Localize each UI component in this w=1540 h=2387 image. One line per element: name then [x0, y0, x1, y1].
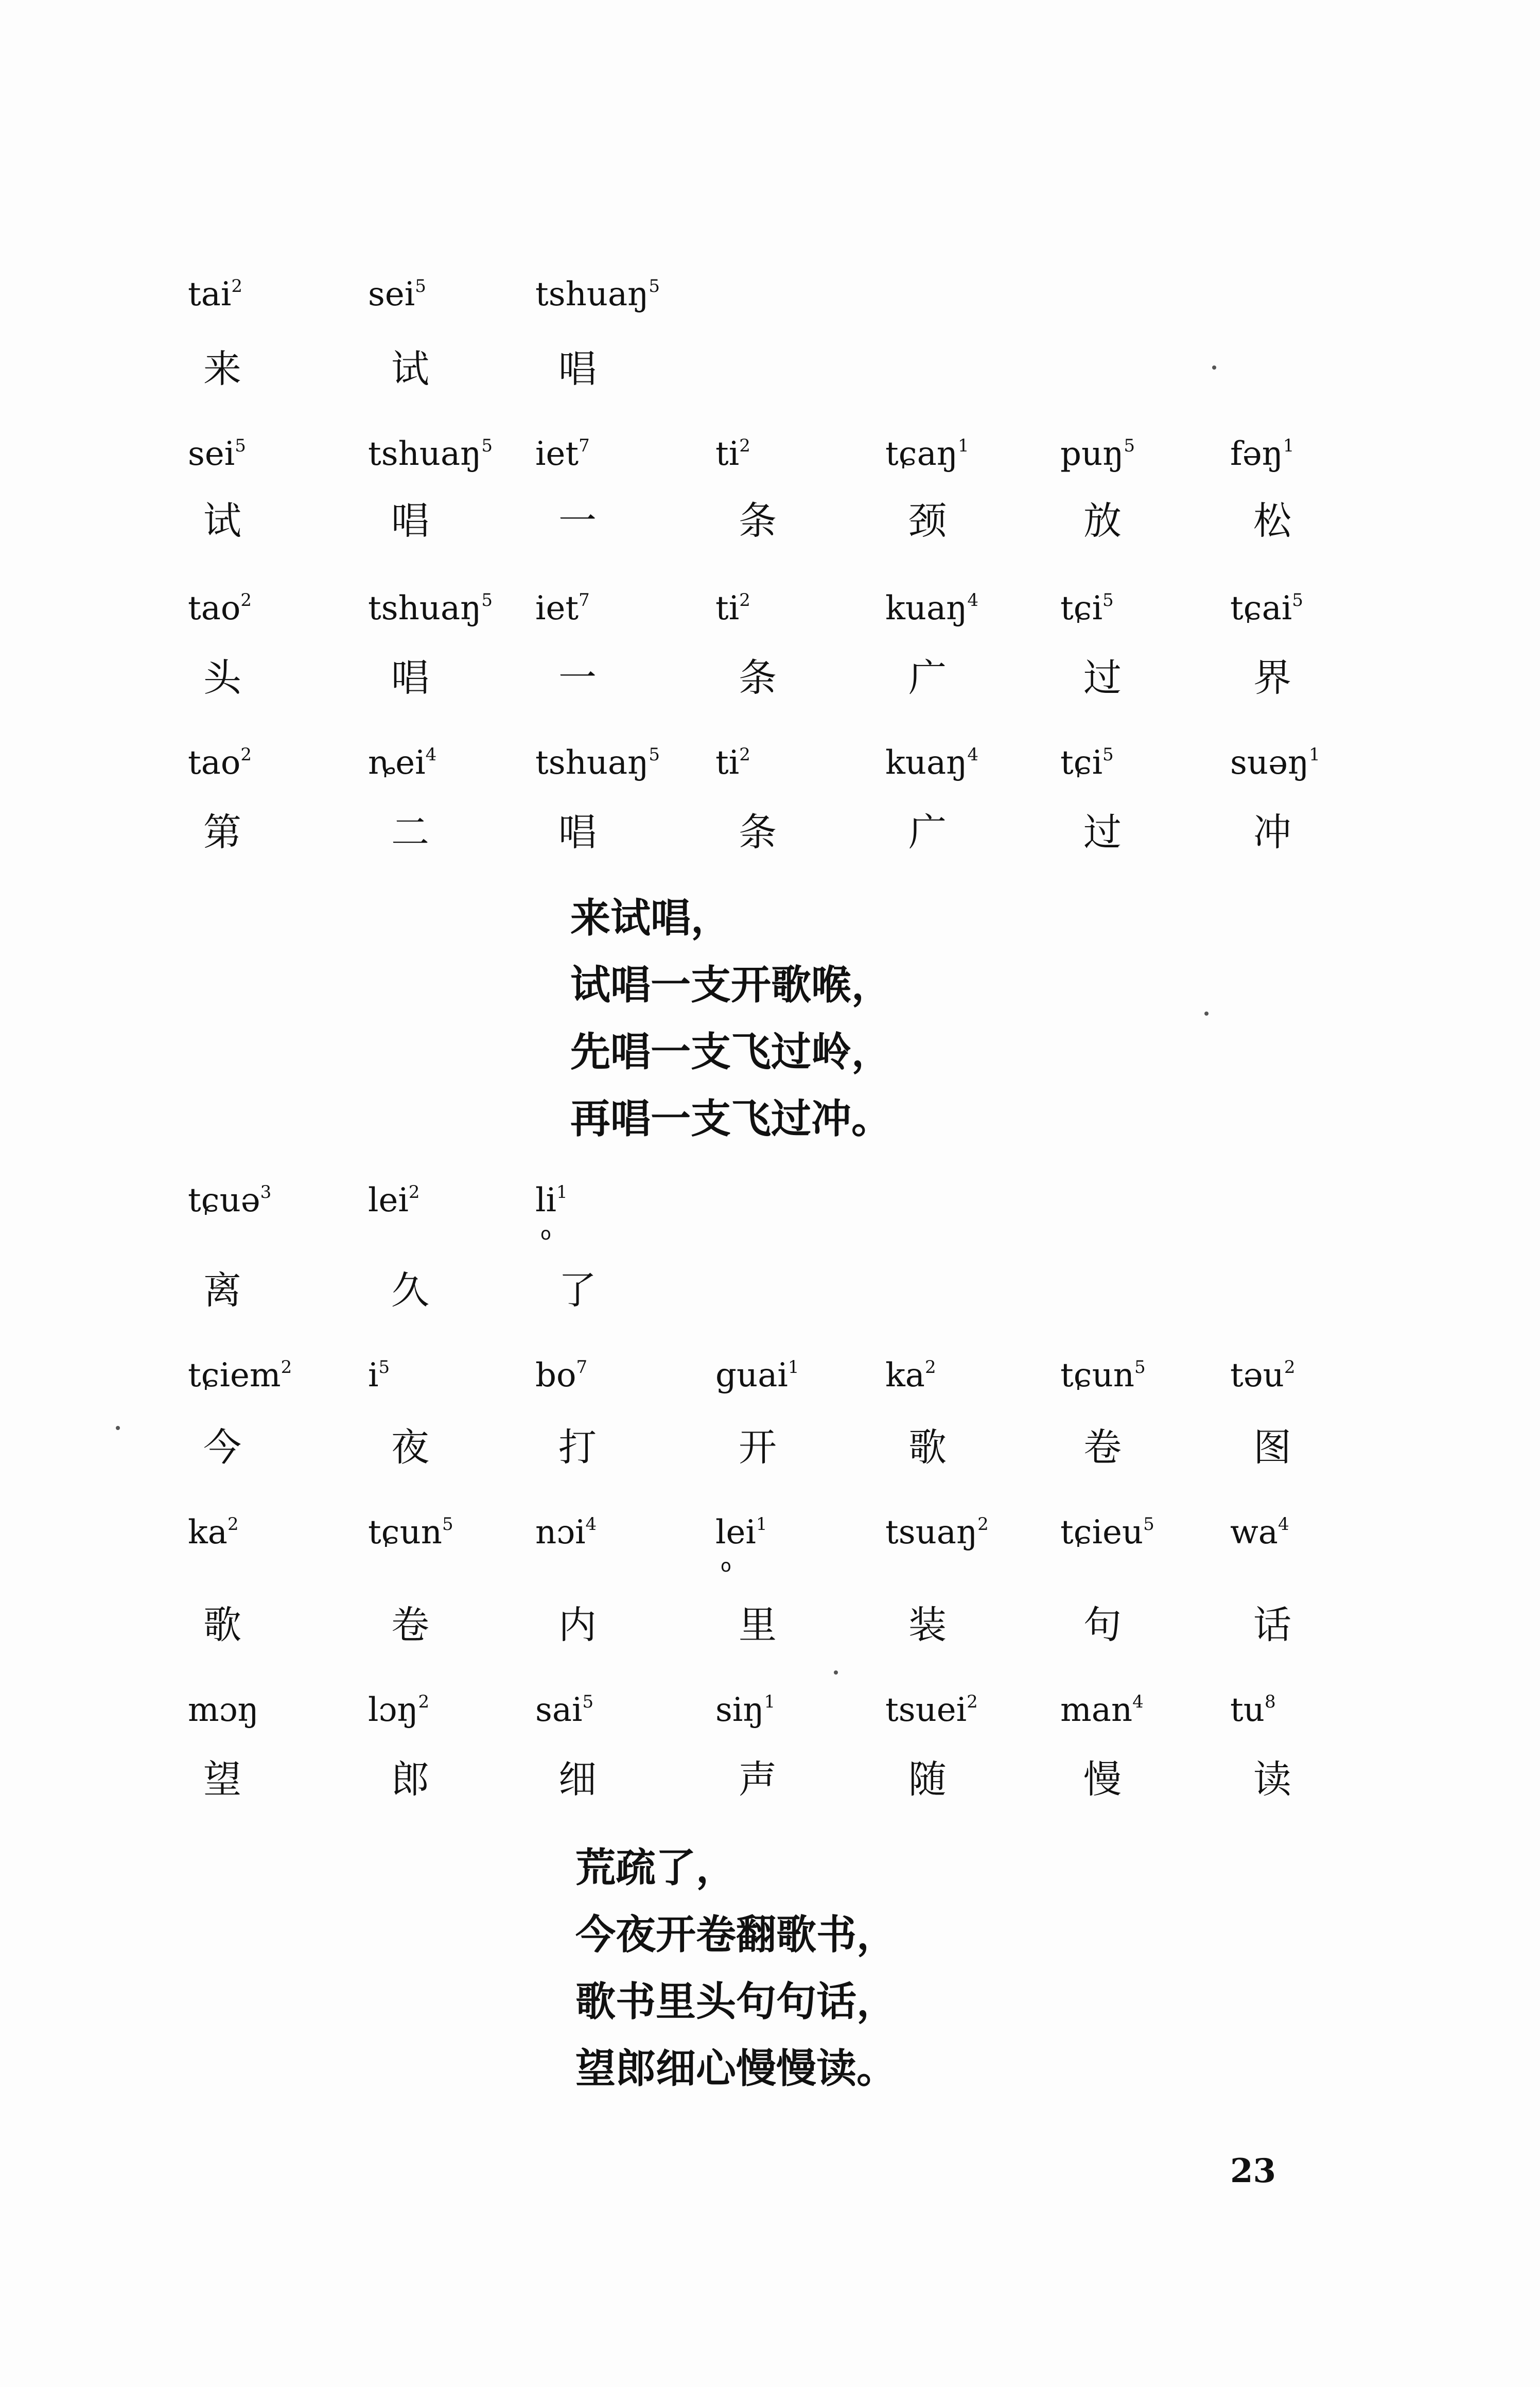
- phonetic-text: ti: [715, 589, 740, 628]
- verse-line: 先唱一支飞过岭，: [570, 1029, 892, 1075]
- chinese-character: 歌: [908, 1425, 947, 1470]
- tone-number: 5: [378, 1357, 390, 1378]
- phonetic-syllable: [1060, 435, 1135, 473]
- tone-number: 2: [418, 1692, 430, 1712]
- verse-line: 望郎细心慢慢读。: [575, 2046, 897, 2092]
- phonetic-text: tshuaŋ: [368, 435, 482, 473]
- phonetic-syllable: [715, 589, 750, 628]
- phonetic-syllable: [368, 589, 493, 628]
- tone-number: 5: [1102, 744, 1114, 765]
- paper-speck: [116, 1426, 120, 1430]
- phonetic-syllable: [368, 1356, 390, 1395]
- chinese-character: 夜: [391, 1425, 429, 1470]
- tone-number: 2: [924, 1357, 936, 1378]
- chinese-character: 歌: [203, 1603, 241, 1647]
- chinese-character: 读: [1253, 1757, 1291, 1802]
- phonetic-text: ti: [715, 435, 740, 473]
- tone-number: 4: [585, 1514, 597, 1535]
- chinese-character: 试: [391, 347, 429, 391]
- phonetic-syllable: [188, 275, 242, 313]
- phonetic-text: siŋ: [715, 1691, 764, 1729]
- circle-mark: o: [540, 1224, 551, 1244]
- chinese-character: 离: [203, 1268, 241, 1313]
- phonetic-text: tɕi: [1060, 744, 1103, 782]
- chinese-character: 颈: [908, 499, 947, 543]
- tone-number: 2: [227, 1514, 239, 1535]
- phonetic-syllable: [368, 275, 426, 313]
- verse-line: 来试唱，: [570, 895, 731, 942]
- phonetic-text: tɕi: [1060, 589, 1103, 628]
- chinese-character: 唱: [558, 810, 597, 855]
- phonetic-syllable: [885, 589, 979, 628]
- chinese-character: 头: [203, 656, 241, 700]
- chinese-character: 放: [1083, 499, 1122, 543]
- chinese-character: 郎: [391, 1757, 429, 1802]
- chinese-character: 二: [391, 810, 429, 855]
- phonetic-syllable: [188, 1513, 239, 1552]
- chinese-character: 了: [558, 1268, 597, 1313]
- tone-number: 1: [957, 435, 969, 456]
- phonetic-text: tɕun: [368, 1513, 442, 1552]
- tone-number: 5: [442, 1514, 453, 1535]
- chinese-character: 唱: [558, 347, 597, 391]
- phonetic-text: suəŋ: [1230, 744, 1309, 782]
- chinese-character: 卷: [391, 1603, 429, 1647]
- phonetic-syllable: [715, 1513, 767, 1552]
- tone-number: 2: [1284, 1357, 1296, 1378]
- tone-number: 3: [260, 1182, 272, 1203]
- tone-number: 5: [481, 590, 493, 611]
- tone-number: 4: [967, 590, 979, 611]
- verse-line: 今夜开卷翻歌书，: [575, 1912, 897, 1958]
- tone-number: 2: [967, 1692, 978, 1712]
- phonetic-syllable: [1060, 1356, 1146, 1395]
- phonetic-text: sai: [535, 1691, 583, 1729]
- chinese-character: 过: [1083, 656, 1122, 700]
- phonetic-text: təu: [1230, 1356, 1284, 1395]
- phonetic-text: lei: [715, 1513, 756, 1552]
- phonetic-syllable: [885, 1691, 978, 1729]
- tone-number: 5: [415, 276, 426, 297]
- tone-number: 5: [582, 1692, 594, 1712]
- tone-number: 5: [1102, 590, 1114, 611]
- phonetic-text: ȵei: [368, 744, 426, 782]
- phonetic-syllable: [715, 1691, 776, 1729]
- phonetic-syllable: [535, 1513, 597, 1552]
- phonetic-syllable: [535, 1181, 568, 1219]
- chinese-character: 试: [203, 499, 241, 543]
- phonetic-text: kuaŋ: [885, 744, 968, 782]
- phonetic-text: tao: [188, 589, 241, 628]
- phonetic-syllable: [188, 744, 252, 782]
- phonetic-text: li: [535, 1181, 556, 1219]
- chinese-character: 界: [1253, 656, 1291, 700]
- phonetic-text: sei: [368, 275, 415, 313]
- phonetic-text: tɕieu: [1060, 1513, 1144, 1552]
- phonetic-syllable: [368, 435, 493, 473]
- verse-line: 荒疏了，: [575, 1845, 737, 1891]
- phonetic-syllable: [1060, 589, 1114, 628]
- verse-line: 歌书里头句句话，: [575, 1979, 897, 2025]
- chinese-character: 卷: [1083, 1425, 1122, 1470]
- phonetic-syllable: [1230, 1513, 1289, 1552]
- tone-number: 5: [649, 276, 660, 297]
- phonetic-text: tɕaŋ: [885, 435, 958, 473]
- chinese-character: 冲: [1253, 810, 1291, 855]
- chinese-character: 一: [558, 499, 597, 543]
- phonetic-text: tsuei: [885, 1691, 967, 1729]
- chinese-character: 过: [1083, 810, 1122, 855]
- phonetic-text: guai: [715, 1356, 788, 1395]
- page-number: 23: [1230, 2152, 1276, 2190]
- phonetic-syllable: [1230, 1691, 1276, 1729]
- chinese-character: 今: [203, 1425, 241, 1470]
- phonetic-text: tai: [188, 275, 232, 313]
- paper-speck: [834, 1670, 838, 1675]
- phonetic-text: tsuaŋ: [885, 1513, 978, 1552]
- paper-speck: [1212, 365, 1216, 370]
- phonetic-syllable: [368, 1181, 420, 1219]
- phonetic-syllable: [1060, 1691, 1144, 1729]
- tone-number: 1: [1309, 744, 1320, 765]
- phonetic-text: iet: [535, 435, 579, 473]
- phonetic-text: tɕiem: [188, 1356, 281, 1395]
- phonetic-syllable: [715, 744, 750, 782]
- phonetic-syllable: [188, 1181, 272, 1219]
- phonetic-text: tshuaŋ: [368, 589, 482, 628]
- tone-number: 2: [739, 435, 750, 456]
- tone-number: 1: [764, 1692, 776, 1712]
- phonetic-text: ti: [715, 744, 740, 782]
- phonetic-syllable: [188, 1691, 259, 1729]
- phonetic-text: kuaŋ: [885, 589, 968, 628]
- paper-speck: [1204, 1012, 1209, 1016]
- tone-number: 1: [1283, 435, 1294, 456]
- chinese-character: 慢: [1083, 1757, 1122, 1802]
- phonetic-text: wa: [1230, 1513, 1278, 1552]
- tone-number: 5: [1134, 1357, 1146, 1378]
- tone-number: 1: [556, 1182, 568, 1203]
- phonetic-syllable: [885, 1356, 936, 1395]
- phonetic-syllable: [715, 1356, 799, 1395]
- chinese-character: 广: [908, 810, 947, 855]
- tone-number: 4: [1132, 1692, 1144, 1712]
- phonetic-syllable: [535, 435, 590, 473]
- phonetic-syllable: [1060, 744, 1114, 782]
- chinese-character: 图: [1253, 1425, 1291, 1470]
- chinese-character: 内: [558, 1603, 597, 1647]
- tone-number: 4: [425, 744, 437, 765]
- chinese-character: 条: [739, 810, 777, 855]
- tone-number: 5: [649, 744, 660, 765]
- phonetic-text: ka: [885, 1356, 925, 1395]
- phonetic-syllable: [885, 744, 979, 782]
- chinese-character: 望: [203, 1757, 241, 1802]
- chinese-character: 打: [558, 1425, 597, 1470]
- tone-number: 2: [240, 590, 252, 611]
- chinese-character: 句: [1083, 1603, 1122, 1647]
- tone-number: 4: [967, 744, 979, 765]
- tone-number: 4: [1277, 1514, 1289, 1535]
- phonetic-text: sei: [188, 435, 235, 473]
- phonetic-text: fəŋ: [1230, 435, 1283, 473]
- tone-number: 5: [1292, 590, 1303, 611]
- phonetic-syllable: [1230, 435, 1294, 473]
- chinese-character: 第: [203, 810, 241, 855]
- phonetic-syllable: [368, 744, 437, 782]
- tone-number: 7: [576, 1357, 588, 1378]
- phonetic-text: tshuaŋ: [535, 744, 649, 782]
- phonetic-syllable: [1060, 1513, 1154, 1552]
- chinese-character: 声: [739, 1757, 777, 1802]
- tone-number: 2: [240, 744, 252, 765]
- chinese-character: 话: [1253, 1603, 1291, 1647]
- phonetic-syllable: [715, 435, 750, 473]
- tone-number: 2: [739, 590, 750, 611]
- tone-number: 2: [231, 276, 242, 297]
- chinese-character: 条: [739, 656, 777, 700]
- phonetic-text: tɕuə: [188, 1181, 260, 1219]
- phonetic-syllable: [535, 1356, 588, 1395]
- chinese-character: 细: [558, 1757, 597, 1802]
- chinese-character: 一: [558, 656, 597, 700]
- phonetic-text: tɕai: [1230, 589, 1292, 628]
- phonetic-syllable: [1230, 1356, 1296, 1395]
- tone-number: 5: [481, 435, 493, 456]
- phonetic-syllable: [885, 435, 969, 473]
- tone-number: 7: [579, 435, 590, 456]
- chinese-character: 久: [391, 1268, 429, 1313]
- tone-number: 2: [408, 1182, 420, 1203]
- tone-number: 5: [1124, 435, 1135, 456]
- phonetic-text: mɔŋ: [188, 1691, 259, 1729]
- tone-number: 7: [579, 590, 590, 611]
- tone-number: 2: [739, 744, 750, 765]
- chinese-character: 装: [908, 1603, 947, 1647]
- phonetic-syllable: [535, 744, 660, 782]
- phonetic-text: i: [368, 1356, 379, 1395]
- chinese-character: 里: [739, 1603, 777, 1647]
- phonetic-text: man: [1060, 1691, 1133, 1729]
- phonetic-text: lɔŋ: [368, 1691, 418, 1729]
- verse-line: 再唱一支飞过冲。: [570, 1096, 892, 1142]
- tone-number: 5: [1143, 1514, 1154, 1535]
- verse-line: 试唱一支开歌喉，: [570, 962, 892, 1008]
- phonetic-text: nɔi: [535, 1513, 586, 1552]
- phonetic-text: iet: [535, 589, 579, 628]
- phonetic-text: puŋ: [1060, 435, 1124, 473]
- chinese-character: 来: [203, 347, 241, 391]
- phonetic-text: bo: [535, 1356, 576, 1395]
- phonetic-syllable: [885, 1513, 989, 1552]
- chinese-character: 开: [739, 1425, 777, 1470]
- phonetic-syllable: [535, 589, 590, 628]
- tone-number: 8: [1264, 1692, 1276, 1712]
- phonetic-syllable: [368, 1513, 453, 1552]
- tone-number: 1: [787, 1357, 799, 1378]
- chinese-character: 广: [908, 656, 947, 700]
- phonetic-syllable: [535, 275, 660, 313]
- phonetic-text: ka: [188, 1513, 227, 1552]
- tone-number: 2: [281, 1357, 292, 1378]
- chinese-character: 唱: [391, 656, 429, 700]
- phonetic-syllable: [535, 1691, 594, 1729]
- circle-mark: o: [721, 1556, 731, 1576]
- chinese-character: 条: [739, 499, 777, 543]
- phonetic-syllable: [188, 589, 252, 628]
- phonetic-text: tu: [1230, 1691, 1265, 1729]
- chinese-character: 随: [908, 1757, 947, 1802]
- phonetic-text: tshuaŋ: [535, 275, 649, 313]
- phonetic-text: lei: [368, 1181, 409, 1219]
- chinese-character: 松: [1253, 499, 1291, 543]
- tone-number: 1: [756, 1514, 767, 1535]
- phonetic-text: tao: [188, 744, 241, 782]
- tone-number: 2: [977, 1514, 989, 1535]
- chinese-character: 唱: [391, 499, 429, 543]
- phonetic-syllable: [1230, 744, 1320, 782]
- phonetic-syllable: [188, 435, 246, 473]
- phonetic-text: tɕun: [1060, 1356, 1134, 1395]
- phonetic-syllable: [188, 1356, 292, 1395]
- phonetic-syllable: [1230, 589, 1303, 628]
- phonetic-syllable: [368, 1691, 430, 1729]
- tone-number: 5: [235, 435, 246, 456]
